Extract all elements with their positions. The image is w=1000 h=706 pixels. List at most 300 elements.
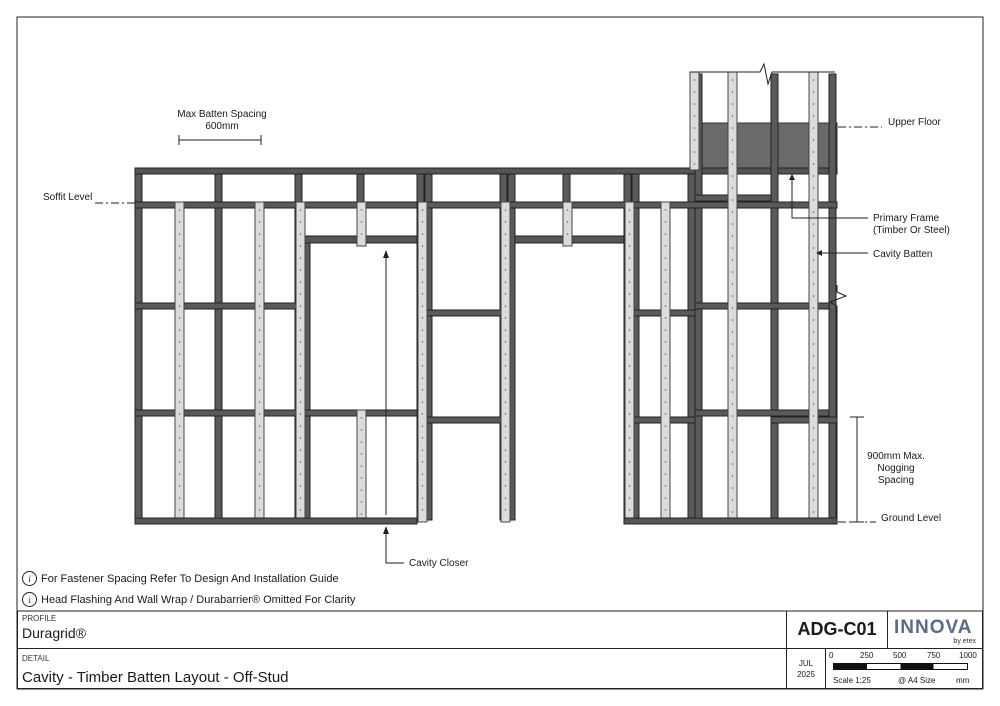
fastener-mark: [813, 355, 815, 357]
fastener-mark: [629, 389, 631, 391]
fastener-mark: [813, 283, 815, 285]
fastener-mark: [505, 341, 507, 343]
fastener-mark: [813, 79, 815, 81]
fastener-mark: [505, 437, 507, 439]
fastener-mark: [179, 245, 181, 247]
fastener-mark: [422, 365, 424, 367]
fastener-mark: [629, 257, 631, 259]
fastener-mark: [505, 485, 507, 487]
fastener-mark: [629, 281, 631, 283]
fastener-mark: [300, 497, 302, 499]
fastener-mark: [665, 233, 667, 235]
detail-value: Cavity - Timber Batten Layout - Off-Stud: [22, 669, 289, 686]
fastener-mark: [732, 295, 734, 297]
fastener-mark: [629, 473, 631, 475]
soffit-level-label: Soffit Level: [43, 192, 93, 203]
cavity-batten: [357, 202, 366, 246]
fastener-mark: [422, 413, 424, 415]
fastener-mark: [694, 103, 696, 105]
drawing-code-box: [786, 611, 888, 649]
fastener-mark: [629, 341, 631, 343]
fastener-mark: [813, 307, 815, 309]
fastener-mark: [629, 293, 631, 295]
scale-tick-1000: 1000: [959, 651, 977, 660]
fastener-mark: [259, 209, 261, 211]
fastener-mark: [813, 271, 815, 273]
profile-value: Duragrid®: [22, 625, 87, 641]
fastener-mark: [179, 413, 181, 415]
fastener-mark: [505, 449, 507, 451]
fastener-mark: [422, 305, 424, 307]
fastener-mark: [361, 489, 363, 491]
fastener-mark: [732, 319, 734, 321]
fastener-mark: [422, 233, 424, 235]
fastener-mark: [300, 437, 302, 439]
fastener-mark: [179, 329, 181, 331]
fastener-mark: [422, 389, 424, 391]
fastener-mark: [732, 163, 734, 165]
fastener-mark: [665, 485, 667, 487]
fastener-mark: [567, 233, 569, 235]
fastener-mark: [505, 305, 507, 307]
fastener-mark: [505, 269, 507, 271]
fastener-mark: [813, 487, 815, 489]
fastener-mark: [732, 187, 734, 189]
fastener-mark: [422, 473, 424, 475]
fastener-mark: [629, 269, 631, 271]
scale-tick-250: 250: [860, 651, 874, 660]
ground-level-label: Ground Level: [881, 513, 942, 524]
fastener-mark: [259, 269, 261, 271]
fastener-mark: [179, 281, 181, 283]
fastener-mark: [629, 401, 631, 403]
fastener-mark: [665, 353, 667, 355]
fastener-mark: [629, 485, 631, 487]
fastener-mark: [813, 511, 815, 513]
fastener-mark: [629, 365, 631, 367]
fastener-mark: [665, 497, 667, 499]
nogging-spacing-label-2: Nogging: [877, 463, 915, 474]
fastener-mark: [361, 233, 363, 235]
fastener-mark: [629, 317, 631, 319]
fastener-mark: [567, 221, 569, 223]
fastener-mark: [732, 463, 734, 465]
fastener-mark: [665, 341, 667, 343]
fastener-mark: [813, 403, 815, 405]
fastener-mark: [813, 379, 815, 381]
fastener-mark: [259, 365, 261, 367]
fastener-mark: [179, 473, 181, 475]
fastener-mark: [361, 417, 363, 419]
fastener-mark: [732, 415, 734, 417]
date-box: [786, 648, 826, 689]
fastener-mark: [505, 221, 507, 223]
fastener-mark: [422, 509, 424, 511]
fastener-mark: [259, 401, 261, 403]
fastener-mark: [259, 437, 261, 439]
fastener-mark: [300, 461, 302, 463]
fastener-mark: [732, 91, 734, 93]
fastener-mark: [665, 209, 667, 211]
primary-frame-label: Primary Frame: [873, 213, 940, 224]
fastener-mark: [732, 211, 734, 213]
fastener-mark: [422, 461, 424, 463]
fastener-mark: [813, 331, 815, 333]
fastener-mark: [422, 245, 424, 247]
fastener-mark: [732, 79, 734, 81]
bottom-plate-right: [624, 518, 837, 524]
stud: [771, 74, 778, 520]
note-text: Head Flashing And Wall Wrap / Durabarrier® Omitted For Clarity: [41, 593, 356, 606]
primary-frame-sublabel: (Timber Or Steel): [873, 225, 950, 236]
fastener-mark: [422, 341, 424, 343]
fastener-mark: [694, 91, 696, 93]
fastener-mark: [259, 377, 261, 379]
fastener-mark: [813, 475, 815, 477]
fastener-mark: [422, 497, 424, 499]
nogging: [135, 303, 303, 309]
fastener-mark: [179, 461, 181, 463]
fastener-mark: [361, 453, 363, 455]
fastener-mark: [629, 461, 631, 463]
fastener-mark: [300, 509, 302, 511]
fastener-mark: [300, 473, 302, 475]
scale-bar: [833, 663, 968, 670]
fastener-mark: [505, 245, 507, 247]
stud: [688, 174, 695, 520]
fastener-mark: [813, 163, 815, 165]
innova-logo: INNOVA: [894, 617, 973, 638]
fastener-mark: [259, 473, 261, 475]
fastener-mark: [629, 221, 631, 223]
fastener-mark: [422, 377, 424, 379]
fastener-mark: [629, 233, 631, 235]
nogging: [771, 417, 837, 423]
fastener-mark: [179, 485, 181, 487]
brand-box: [887, 611, 983, 649]
fastener-mark: [629, 329, 631, 331]
fastener-mark: [300, 485, 302, 487]
fastener-mark: [732, 331, 734, 333]
fastener-mark: [422, 437, 424, 439]
fastener-mark: [300, 353, 302, 355]
detail-box: [17, 648, 787, 689]
fastener-mark: [567, 209, 569, 211]
fastener-mark: [259, 461, 261, 463]
fastener-mark: [259, 509, 261, 511]
date-year: 2025: [797, 670, 815, 679]
fastener-mark: [505, 401, 507, 403]
fastener-mark: [732, 139, 734, 141]
fastener-mark: [732, 115, 734, 117]
fastener-mark: [505, 293, 507, 295]
fastener-mark: [813, 499, 815, 501]
fastener-mark: [629, 497, 631, 499]
fastener-mark: [179, 257, 181, 259]
fastener-mark: [179, 221, 181, 223]
fastener-mark: [732, 223, 734, 225]
fastener-mark: [179, 365, 181, 367]
fastener-mark: [505, 461, 507, 463]
fastener-mark: [732, 343, 734, 345]
fastener-mark: [665, 365, 667, 367]
fastener-mark: [361, 465, 363, 467]
fastener-mark: [694, 127, 696, 129]
fastener-mark: [665, 413, 667, 415]
fastener-mark: [300, 341, 302, 343]
fastener-mark: [732, 379, 734, 381]
fastener-mark: [179, 437, 181, 439]
fastener-mark: [361, 441, 363, 443]
nogging: [425, 417, 507, 423]
fastener-mark: [732, 499, 734, 501]
fastener-mark: [629, 413, 631, 415]
fastener-mark: [813, 343, 815, 345]
fastener-mark: [179, 305, 181, 307]
fastener-mark: [665, 317, 667, 319]
fastener-mark: [259, 329, 261, 331]
fastener-mark: [179, 269, 181, 271]
fastener-mark: [179, 377, 181, 379]
fastener-mark: [813, 103, 815, 105]
fastener-mark: [422, 353, 424, 355]
fastener-mark: [422, 449, 424, 451]
fastener-mark: [732, 451, 734, 453]
scale-box: [825, 648, 983, 689]
fastener-mark: [300, 233, 302, 235]
fastener-mark: [300, 317, 302, 319]
fastener-mark: [732, 367, 734, 369]
fastener-mark: [813, 199, 815, 201]
fastener-mark: [732, 199, 734, 201]
nogging-spacing-label-1: 900mm Max.: [867, 451, 925, 462]
nogging: [425, 310, 507, 316]
fastener-mark: [179, 353, 181, 355]
nogging: [135, 410, 303, 416]
fastener-mark: [505, 473, 507, 475]
fastener-mark: [300, 209, 302, 211]
fastener-mark: [259, 449, 261, 451]
fastener-mark: [505, 281, 507, 283]
fastener-mark: [813, 115, 815, 117]
fastener-mark: [665, 461, 667, 463]
fastener-mark: [300, 449, 302, 451]
fastener-mark: [259, 497, 261, 499]
fastener-mark: [813, 139, 815, 141]
cavity-batten: [690, 72, 699, 170]
note-fastener-spacing: [22, 571, 339, 586]
fastener-mark: [665, 281, 667, 283]
fastener-mark: [732, 175, 734, 177]
fastener-mark: [813, 367, 815, 369]
fastener-mark: [732, 511, 734, 513]
fastener-mark: [361, 221, 363, 223]
fastener-mark: [629, 305, 631, 307]
fastener-mark: [505, 209, 507, 211]
scale-units: mm: [956, 676, 970, 685]
fastener-mark: [422, 221, 424, 223]
fastener-mark: [629, 509, 631, 511]
fastener-mark: [179, 233, 181, 235]
fastener-mark: [813, 451, 815, 453]
fastener-mark: [694, 115, 696, 117]
fastener-mark: [505, 233, 507, 235]
fastener-mark: [665, 221, 667, 223]
fastener-mark: [179, 509, 181, 511]
fastener-mark: [732, 403, 734, 405]
fastener-mark: [505, 353, 507, 355]
fastener-mark: [813, 439, 815, 441]
fastener-mark: [259, 389, 261, 391]
fastener-mark: [732, 247, 734, 249]
scale-tick-750: 750: [927, 651, 941, 660]
fastener-mark: [300, 413, 302, 415]
fastener-mark: [629, 353, 631, 355]
fastener-mark: [505, 389, 507, 391]
fastener-mark: [300, 257, 302, 259]
fastener-mark: [259, 257, 261, 259]
drawing-code: ADG-C01: [797, 619, 877, 639]
fastener-mark: [361, 209, 363, 211]
fastener-mark: [505, 317, 507, 319]
fastener-mark: [179, 317, 181, 319]
fastener-mark: [422, 329, 424, 331]
fastener-mark: [665, 401, 667, 403]
fastener-mark: [300, 329, 302, 331]
fastener-mark: [732, 127, 734, 129]
fastener-mark: [665, 329, 667, 331]
scale-tick-0: 0: [829, 651, 834, 660]
fastener-mark: [813, 295, 815, 297]
fastener-mark: [629, 209, 631, 211]
profile-box: [17, 611, 787, 649]
fastener-mark: [259, 233, 261, 235]
fastener-mark: [259, 317, 261, 319]
nogging-spacing-label-3: Spacing: [877, 475, 915, 486]
fastener-mark: [422, 425, 424, 427]
fastener-mark: [422, 485, 424, 487]
fastener-mark: [732, 151, 734, 153]
fastener-mark: [179, 425, 181, 427]
note-omitted-items: [22, 592, 355, 607]
fastener-mark: [179, 209, 181, 211]
fastener-mark: [259, 293, 261, 295]
fastener-mark: [300, 305, 302, 307]
fastener-mark: [813, 127, 815, 129]
fastener-mark: [665, 425, 667, 427]
fastener-mark: [813, 319, 815, 321]
fastener-mark: [694, 151, 696, 153]
fastener-mark: [694, 139, 696, 141]
fastener-mark: [629, 449, 631, 451]
stud: [135, 174, 142, 520]
fastener-mark: [259, 245, 261, 247]
fastener-mark: [361, 513, 363, 515]
fastener-mark: [505, 365, 507, 367]
fastener-mark: [179, 497, 181, 499]
fastener-mark: [259, 485, 261, 487]
detail-heading: DETAIL: [22, 654, 50, 663]
fastener-mark: [629, 425, 631, 427]
fastener-mark: [259, 341, 261, 343]
fastener-mark: [629, 437, 631, 439]
fastener-mark: [813, 259, 815, 261]
fastener-mark: [732, 235, 734, 237]
profile-heading: PROFILE: [22, 614, 57, 623]
fastener-mark: [732, 439, 734, 441]
fastener-mark: [422, 269, 424, 271]
fastener-mark: [694, 163, 696, 165]
fastener-mark: [813, 415, 815, 417]
fastener-mark: [665, 473, 667, 475]
upper-floor-label: Upper Floor: [888, 117, 941, 128]
fastener-mark: [732, 103, 734, 105]
fastener-mark: [813, 235, 815, 237]
max-batten-spacing-label: Max Batten Spacing: [177, 109, 267, 120]
fastener-mark: [300, 401, 302, 403]
fastener-mark: [505, 509, 507, 511]
cavity-batten-label: Cavity Batten: [873, 249, 933, 260]
fastener-mark: [629, 377, 631, 379]
fastener-mark: [732, 391, 734, 393]
fastener-mark: [732, 427, 734, 429]
fastener-mark: [665, 293, 667, 295]
fastener-mark: [300, 389, 302, 391]
cavity-closer-label: Cavity Closer: [409, 558, 469, 569]
scale-tick-500: 500: [893, 651, 907, 660]
fastener-mark: [813, 175, 815, 177]
fastener-mark: [505, 425, 507, 427]
fastener-mark: [665, 269, 667, 271]
fastener-mark: [813, 91, 815, 93]
fastener-mark: [259, 413, 261, 415]
fastener-mark: [665, 389, 667, 391]
date-month: JUL: [798, 659, 814, 668]
fastener-mark: [813, 427, 815, 429]
fastener-mark: [422, 293, 424, 295]
fastener-mark: [361, 477, 363, 479]
fastener-mark: [505, 497, 507, 499]
fastener-mark: [732, 487, 734, 489]
info-icon: i: [22, 571, 37, 586]
fastener-mark: [505, 377, 507, 379]
fastener-mark: [300, 221, 302, 223]
fastener-mark: [300, 365, 302, 367]
fastener-mark: [694, 79, 696, 81]
stud: [215, 174, 222, 520]
fastener-mark: [300, 293, 302, 295]
fastener-mark: [259, 221, 261, 223]
fastener-mark: [505, 257, 507, 259]
fastener-mark: [732, 355, 734, 357]
fastener-mark: [813, 187, 815, 189]
brand-sub: by etex: [953, 638, 976, 645]
fastener-mark: [813, 151, 815, 153]
fastener-mark: [665, 257, 667, 259]
fastener-mark: [179, 401, 181, 403]
fastener-mark: [665, 449, 667, 451]
fastener-mark: [422, 317, 424, 319]
fastener-mark: [505, 413, 507, 415]
fastener-mark: [422, 401, 424, 403]
note-text: For Fastener Spacing Refer To Design And Installation Guide: [41, 572, 339, 585]
fastener-mark: [665, 377, 667, 379]
fastener-mark: [361, 429, 363, 431]
fastener-mark: [813, 247, 815, 249]
max-batten-spacing-value: 600mm: [205, 121, 239, 132]
fastener-mark: [813, 223, 815, 225]
fastener-mark: [422, 281, 424, 283]
